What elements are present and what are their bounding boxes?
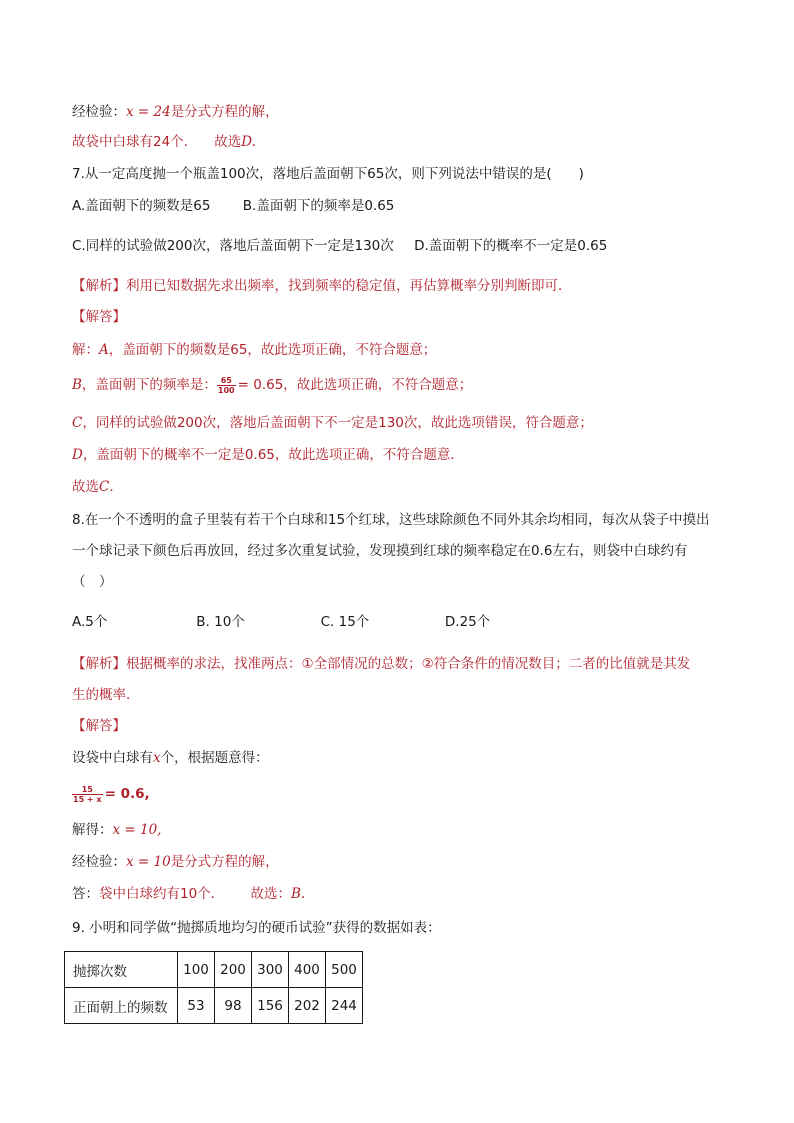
q7-stem: 7.从一定高度抛一个瓶盖100次，落地后盖面朝下65次，则下列说法中错误的是( ) bbox=[72, 166, 584, 182]
q7-final: 故选C. bbox=[72, 479, 114, 495]
q7-options-ab bbox=[72, 196, 394, 216]
q7-solution-a: 解：A，盖面朝下的频数是65，故此选项正确，不符合题意； bbox=[72, 342, 437, 358]
table-cell: 500 bbox=[326, 952, 363, 988]
table-cell: 156 bbox=[252, 988, 289, 1024]
q8-option-a: A.5个 bbox=[72, 614, 108, 630]
q7-solution-b: B，盖面朝下的频率是： $\frac{65}{100}$ = 0.65，故此选项正确，不符合题意； bbox=[72, 375, 473, 395]
q9-stem: 9. 小明和同学做“抛掷质地均匀的硬币试验”获得的数据如表： bbox=[72, 920, 441, 936]
q7-solution-d: D，盖面朝下的概率不一定是0.65，故此选项正确，不符合题意． bbox=[72, 447, 464, 463]
q9-data-table bbox=[64, 951, 363, 1024]
q8-answer-tag: 【解答】 bbox=[72, 718, 126, 734]
q8-analysis-line2: 生的概率． bbox=[72, 687, 140, 703]
fraction-15-over-15-plus-x: $\frac{15}{15 + x}$ bbox=[73, 784, 102, 804]
table-row bbox=[65, 988, 363, 1024]
table-cell: 53 bbox=[178, 988, 215, 1024]
q8-answer: 答：袋中白球约有10个． 故选：B. bbox=[72, 886, 306, 902]
q8-options bbox=[72, 612, 490, 632]
q8-check: 经检验：x = 10是分式方程的解， bbox=[72, 854, 279, 870]
table-cell: 400 bbox=[289, 952, 326, 988]
table-cell: 100 bbox=[178, 952, 215, 988]
q8-option-d: D.25个 bbox=[444, 614, 491, 630]
prev-check-line: 经检验：x = 24是分式方程的解， bbox=[72, 104, 279, 120]
table-cell: 200 bbox=[215, 952, 252, 988]
q7-option-a: A.盖面朝下的频数是65 bbox=[72, 198, 211, 214]
table-row-header: 抛掷次数 bbox=[65, 952, 178, 988]
q8-setup: 设袋中白球有x个，根据题意得： bbox=[72, 750, 269, 766]
q8-equation: $\frac{15}{15 + x}$ = 0.6, bbox=[73, 784, 150, 804]
table-cell: 300 bbox=[252, 952, 289, 988]
q8-stem-line3: （ ） bbox=[72, 574, 113, 590]
table-row-header: 正面朝上的频数 bbox=[65, 988, 178, 1024]
q7-option-d: D.盖面朝下的概率不一定是0.65 bbox=[414, 238, 608, 254]
table-cell: 244 bbox=[326, 988, 363, 1024]
q7-options-cd bbox=[72, 236, 607, 256]
q7-analysis: 【解析】利用已知数据先求出频率，找到频率的稳定值，再估算概率分别判断即可． bbox=[72, 278, 572, 294]
fraction-65-100: $\frac{65}{100}$ bbox=[217, 375, 235, 395]
q8-option-b: B. 10个 bbox=[196, 614, 245, 630]
q8-analysis-line1: 【解析】根据概率的求法，找准两点：①全部情况的总数；②符合条件的情况数目；二者的比值就是其发 bbox=[72, 656, 691, 672]
table-row bbox=[65, 952, 363, 988]
table-cell: 98 bbox=[215, 988, 252, 1024]
q7-solution-c: C，同样的试验做200次，落地后盖面朝下不一定是130次，故此选项错误，符合题意； bbox=[72, 415, 593, 431]
table-cell: 202 bbox=[289, 988, 326, 1024]
q7-answer-tag: 【解答】 bbox=[72, 309, 126, 325]
q8-solve: 解得：x = 10, bbox=[72, 822, 162, 838]
prev-answer-line: 故袋中白球有24个. 故选D. bbox=[72, 134, 256, 150]
q8-option-c: C. 15个 bbox=[320, 614, 370, 630]
q8-stem-line1: 8.在一个不透明的盒子里装有若干个白球和15个红球，这些球除颜色不同外其余均相同，每次从袋子中摸出 bbox=[72, 512, 710, 528]
q7-option-c: C.同样的试验做200次，落地后盖面朝下一定是130次 bbox=[72, 238, 394, 254]
q8-stem-line2: 一个球记录下颜色后再放回，经过多次重复试验，发现摸到红球的频率稳定在0.6左右，则袋中白球约有 bbox=[72, 543, 688, 559]
q7-option-b: B.盖面朝下的频率是0.65 bbox=[242, 198, 395, 214]
